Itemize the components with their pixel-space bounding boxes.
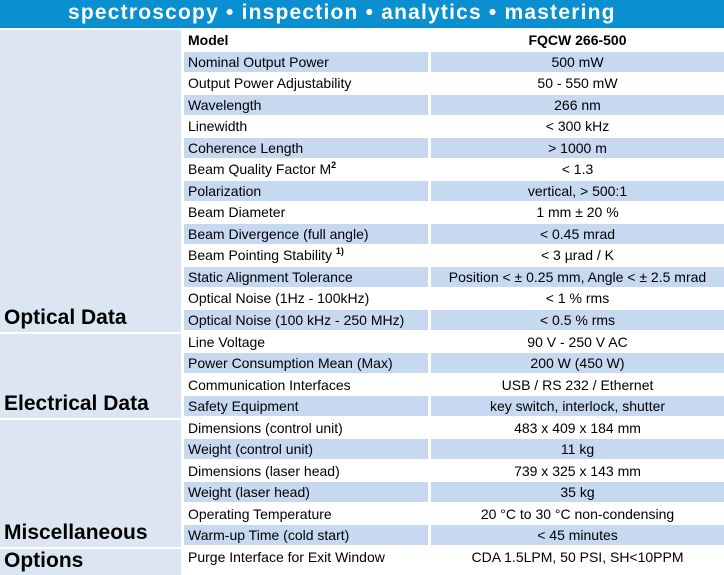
row-label-text: Output Power Adjustability [188, 75, 352, 91]
row-label-text: Beam Divergence (full angle) [188, 226, 369, 242]
table-row [184, 439, 724, 459]
row-label [184, 547, 428, 567]
table-row [184, 461, 724, 481]
row-label-text: Wavelength [188, 97, 262, 113]
row-value: 500 mW [431, 52, 724, 72]
table-row [184, 95, 724, 115]
row-label [184, 159, 428, 179]
row-value: > 1000 m [431, 138, 724, 158]
section-label: Options [4, 549, 84, 572]
section-label: Electrical Data [4, 392, 149, 415]
table-row [184, 138, 724, 158]
section-column [0, 28, 181, 575]
row-label-text: Power Consumption Mean (Max) [188, 355, 393, 371]
row-label-text: Beam Diameter [188, 204, 286, 220]
row-value: < 1 % rms [431, 288, 724, 308]
table-row [184, 482, 724, 502]
row-value: Position < ± 0.25 mm, Angle < ± 2.5 mrad [431, 267, 724, 287]
row-value: 90 V - 250 V AC [431, 332, 724, 352]
row-label [184, 52, 428, 72]
row-label [184, 224, 428, 244]
row-label [184, 418, 428, 438]
row-label-text: Warm-up Time (cold start) [188, 527, 350, 543]
header-label: Model [184, 30, 428, 50]
row-label [184, 181, 428, 201]
table-row [184, 245, 724, 265]
table-row [184, 375, 724, 395]
row-label [184, 504, 428, 524]
row-label-text: Polarization [188, 183, 262, 199]
row-value: < 0.45 mrad [431, 224, 724, 244]
section-label: Miscellaneous [4, 521, 148, 544]
row-label [184, 332, 428, 352]
table-row [184, 310, 724, 330]
row-value: 266 nm [431, 95, 724, 115]
row-value: vertical, > 500:1 [431, 181, 724, 201]
table-header-row [184, 30, 724, 50]
table-row [184, 52, 724, 72]
row-label-text: Dimensions (laser head) [188, 463, 340, 479]
row-label [184, 116, 428, 136]
table-row [184, 332, 724, 352]
row-label-text: Line Voltage [188, 334, 266, 350]
table-row [184, 116, 724, 136]
row-label [184, 482, 428, 502]
row-label [184, 73, 428, 93]
table-row [184, 288, 724, 308]
row-label-text: Communication Interfaces [188, 377, 351, 393]
row-label [184, 245, 428, 265]
row-label [184, 396, 428, 416]
row-value: < 3 µrad / K [431, 245, 724, 265]
row-label-text: Weight (control unit) [188, 441, 314, 457]
section-electrical-data [0, 334, 181, 418]
row-label [184, 525, 428, 545]
table-row [184, 202, 724, 222]
row-label-text: Coherence Length [188, 140, 304, 156]
table-row [184, 224, 724, 244]
row-label-superscript: 2 [331, 160, 337, 170]
row-value: < 1.3 [431, 159, 724, 179]
table-row [184, 267, 724, 287]
row-value: 739 x 325 x 143 mm [431, 461, 724, 481]
row-value: key switch, interlock, shutter [431, 396, 724, 416]
row-label-text: Weight (laser head) [188, 484, 310, 500]
row-label-text: Nominal Output Power [188, 54, 329, 70]
row-label-superscript: 1) [335, 246, 344, 256]
table-row [184, 547, 724, 567]
table-row [184, 418, 724, 438]
row-value: CDA 1.5LPM, 50 PSI, SH<10PPM [431, 547, 724, 567]
row-label [184, 353, 428, 373]
row-label-text: Static Alignment Tolerance [188, 269, 353, 285]
row-label-text: Operating Temperature [188, 506, 332, 522]
row-value: USB / RS 232 / Ethernet [431, 375, 724, 395]
row-value: 200 W (450 W) [431, 353, 724, 373]
row-label-text: Linewidth [188, 118, 248, 134]
row-value: 20 °C to 30 °C non-condensing [431, 504, 724, 524]
row-label [184, 95, 428, 115]
row-value: < 45 minutes [431, 525, 724, 545]
section-optical-data [0, 30, 181, 332]
row-value: < 300 kHz [431, 116, 724, 136]
table-row [184, 525, 724, 545]
row-label-text: Dimensions (control unit) [188, 420, 343, 436]
row-label [184, 138, 428, 158]
row-value: 1 mm ± 20 % [431, 202, 724, 222]
row-value: 35 kg [431, 482, 724, 502]
banner [0, 0, 724, 28]
table-row [184, 181, 724, 201]
table-row [184, 396, 724, 416]
table-row [184, 353, 724, 373]
row-label-text: Optical Noise (100 kHz - 250 MHz) [188, 312, 405, 328]
table-row [184, 159, 724, 179]
row-label [184, 439, 428, 459]
row-label [184, 288, 428, 308]
row-label-text: Safety Equipment [188, 398, 299, 414]
row-value: 483 x 409 x 184 mm [431, 418, 724, 438]
banner-text: spectroscopy • inspection • analytics • mastering [68, 1, 616, 24]
row-label-text: Optical Noise (1Hz - 100kHz) [188, 290, 370, 306]
row-label [184, 461, 428, 481]
row-value: 50 - 550 mW [431, 73, 724, 93]
table-row [184, 73, 724, 93]
row-label [184, 310, 428, 330]
row-value: < 0.5 % rms [431, 310, 724, 330]
section-miscellaneous [0, 420, 181, 547]
section-label: Optical Data [4, 306, 127, 329]
section-options [0, 549, 181, 575]
row-label [184, 202, 428, 222]
row-label-text: Beam Pointing Stability [188, 247, 336, 263]
header-value: FQCW 266-500 [431, 30, 724, 50]
row-label [184, 375, 428, 395]
row-label-text: Beam Quality Factor M [188, 161, 332, 177]
table-row [184, 504, 724, 524]
row-value: 11 kg [431, 439, 724, 459]
row-label [184, 267, 428, 287]
row-label-text: Purge Interface for Exit Window [188, 549, 385, 565]
